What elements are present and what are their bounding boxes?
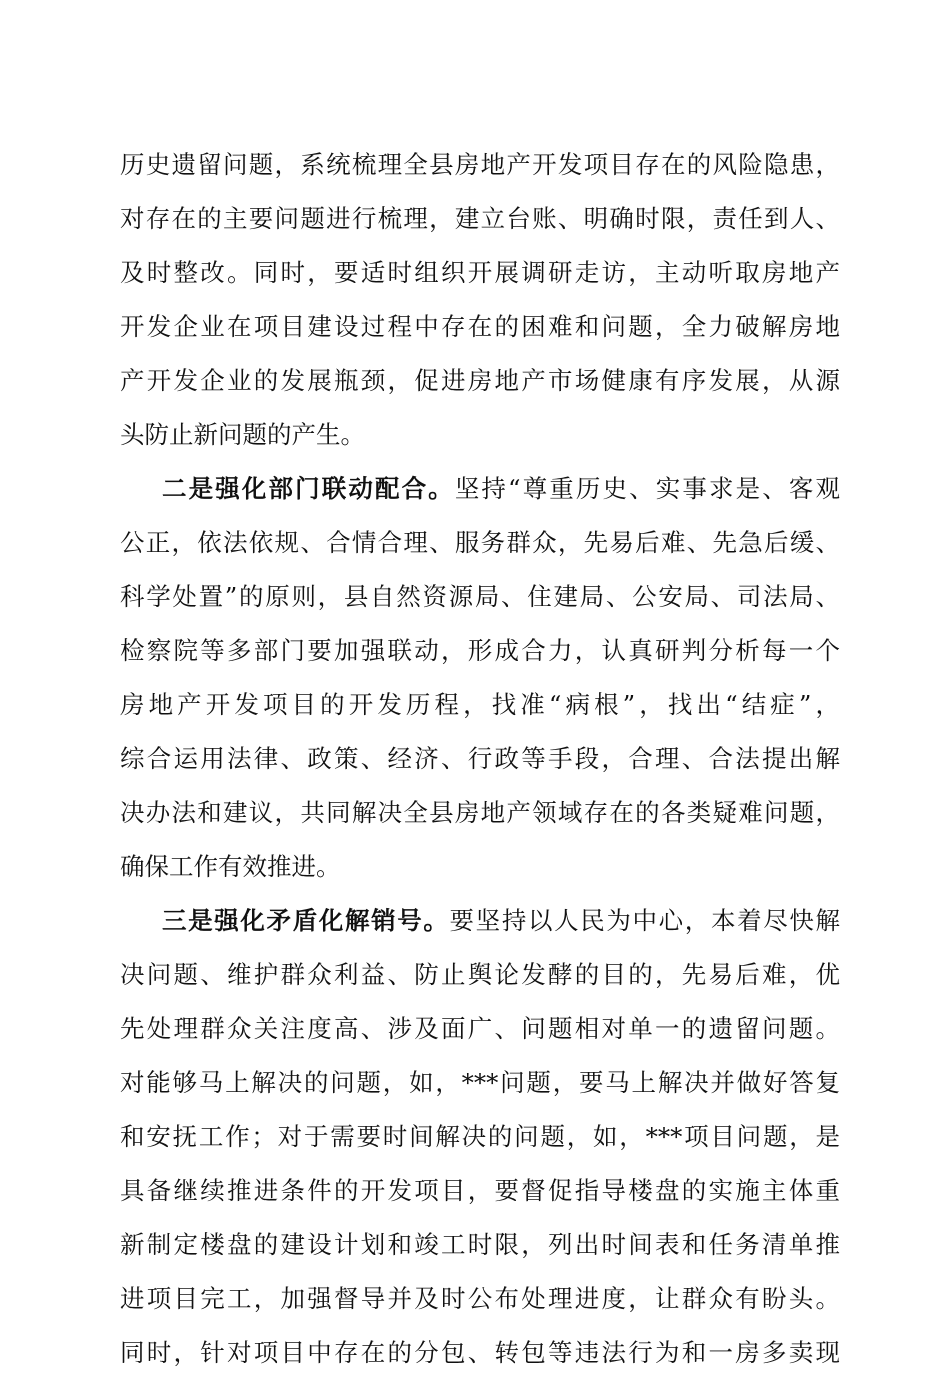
text-line: 历史遗留问题，系统梳理全县房地产开发项目存在的风险隐患，	[120, 150, 840, 179]
text-line: 开发企业在项目建设过程中存在的困难和问题，全力破解房地	[120, 312, 840, 341]
text-line: 产开发企业的发展瓶颈，促进房地产市场健康有序发展，从源	[120, 366, 840, 395]
text-line: 综合运用法律、政策、经济、行政等手段，合理、合法提出解	[120, 744, 840, 773]
paragraph-heading-line	[162, 466, 840, 512]
text-line: 新制定楼盘的建设计划和竣工时限，列出时间表和任务清单推	[120, 1230, 840, 1259]
text-line: 决问题、维护群众利益、防止舆论发酵的目的，先易后难，优	[120, 960, 840, 989]
paragraph-text: 要坚持以人民为中心，本着尽快解	[449, 906, 841, 935]
text-line: 确保工作有效推进。	[120, 852, 341, 881]
text-line: 对能够马上解决的问题，如，***问题，要马上解决并做好答复	[120, 1068, 840, 1097]
text-line: 决办法和建议，共同解决全县房地产领域存在的各类疑难问题，	[120, 798, 840, 827]
text-line: 对存在的主要问题进行梳理，建立台账、明确时限，责任到人、	[120, 204, 840, 233]
text-line: 头防止新问题的产生。	[120, 420, 365, 449]
text-line: 及时整改。同时，要适时组织开展调研走访，主动听取房地产	[120, 258, 840, 287]
text-line: 进项目完工，加强督导并及时公布处理进度，让群众有盼头。	[120, 1284, 840, 1313]
text-line: 具备继续推进条件的开发项目，要督促指导楼盘的实施主体重	[120, 1176, 840, 1205]
text-line: 检察院等多部门要加强联动，形成合力，认真研判分析每一个	[120, 636, 840, 665]
paragraph-text: 坚持“尊重历史、实事求是、客观	[454, 474, 840, 503]
paragraph-lead: 三是强化矛盾化解销号。	[162, 906, 450, 935]
text-line: 先处理群众关注度高、涉及面广、问题相对单一的遗留问题。	[120, 1014, 840, 1043]
text-line: 公正，依法依规、合情合理、服务群众，先易后难、先急后缓、	[120, 528, 840, 557]
paragraph-heading-line	[162, 898, 840, 944]
paragraph-lead: 二是强化部门联动配合。	[162, 474, 455, 503]
text-line: 科学处置”的原则，县自然资源局、住建局、公安局、司法局、	[120, 582, 840, 611]
text-line: 和安抚工作；对于需要时间解决的问题，如，***项目问题，是	[120, 1122, 840, 1151]
text-line: 同时，针对项目中存在的分包、转包等违法行为和一房多卖现	[120, 1338, 840, 1367]
text-line: 房地产开发项目的开发历程，找准“病根”，找出“结症”，	[120, 690, 840, 719]
